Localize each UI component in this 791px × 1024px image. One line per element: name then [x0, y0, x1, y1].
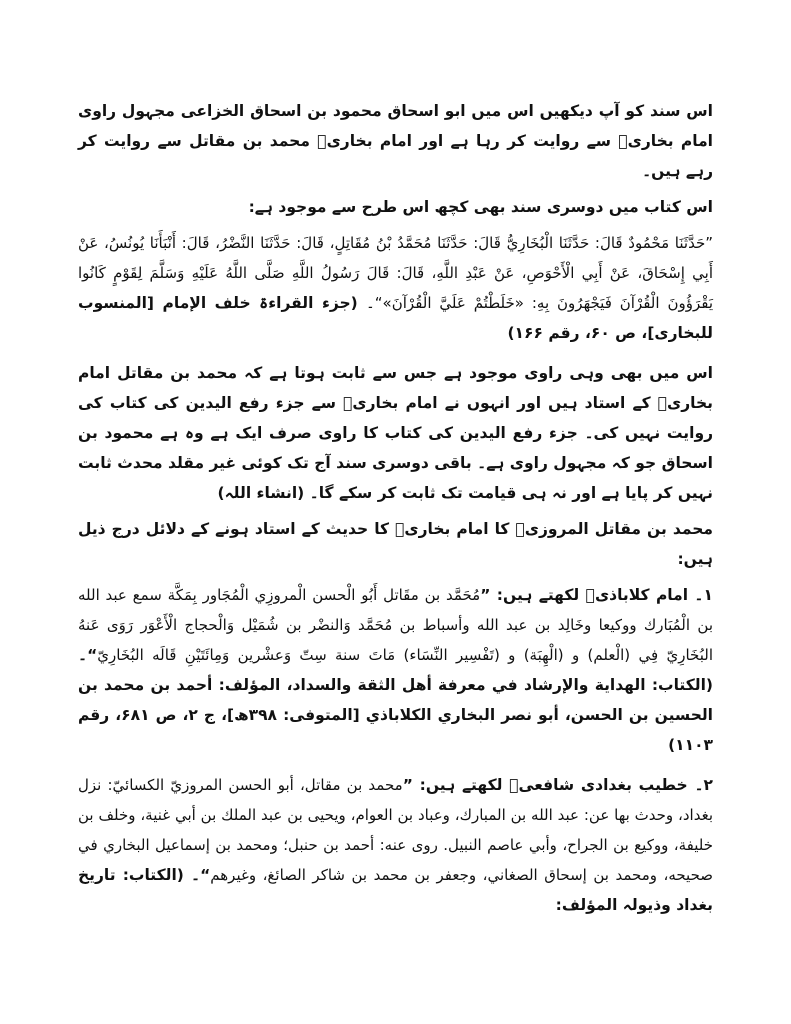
- evidence-item-1-quote: مُحَمَّد بن مقَاتل أَبُو الْحسن الْمروزِي الْمُجَاور بِمَكَّة سمع عبد الله بن الْمُبَارك ووكيعا وخَالِد بن عبد الله وأسباط بن مُحَمَّد وَالنضْر بن شُمَيْل وَالْحجاج الْأَعْوَر رَوَى عَنهُ البُخَارِيّ فِي (الْعلم) و (الْهِبَة) و (تَفْسِير النِّسَاء) مَاتَ سنة سِتّ وَعشْرين وَمِائَتَيْنِ قَالَه البُخَارِيّ: [78, 586, 713, 664]
- evidence-item-2-quote: محمد بن مقاتل، أبو الحسن المروزيّ الكسائيّ: نزل بغداد، وحدث بها عن: عبد الله بن المبارك، وعباد بن العوام، ويحيى بن عبد الملك بن أبي غنية، وخلف بن خليفة، ووكيع بن الجراح، وأبي عاصم النبيل. روى عنه: أحمد بن حنبل؛ ومحمد بن إسماعيل البخاري في صحيحه، ومحمد بن إسحاق الصغاني، وجعفر بن محمد بن شاكر الصائغ، وغيرهم: [78, 776, 713, 884]
- hadith-reference: (جزء القراءۃ خلف الإمام [المنسوب للبخاری]، ص ۶۰، رقم ۱۶۶): [78, 294, 713, 342]
- paragraph-second-chain: اس کتاب میں دوسری سند بھی کچھ اس طرح سے موجود ہے:: [248, 198, 713, 216]
- paragraph-evidence-heading: محمد بن مقاتل المروزیؒ کا امام بخاریؒ کا حدیث کے استاد ہونے کے دلائل درج ذیل ہیں:: [78, 520, 713, 568]
- hadith-text: ”حَدَّثَنَا مَحْمُودٌ قَالَ: حَدَّثَنَا الْبُخَارِيُّ قَالَ: حَدَّثَنَا مُحَمَّدُ بْنُ مُقَاتِلٍ، قَالَ: حَدَّثَنَا النَّضْرُ، قَالَ: أَنْبَأَنَا يُونُسُ، عَنْ أَبِي إِسْحَاقَ، عَنْ أَبِي الْأَحْوَصِ، عَنْ عَبْدِ اللَّهِ، قَالَ: قَالَ رَسُولُ اللَّهِ صَلَّى اللَّهُ عَلَيْهِ وَسَلَّمَ لِقَوْمٍ كَانُوا يَقْرَؤُونَ الْقُرْآنَ فَيَجْهَرُونَ بِهِ: «خَلَطْتُمْ عَلَيَّ الْقُرْآنَ»“۔: [78, 234, 713, 312]
- evidence-item-1-reference: “۔ (الکتاب: الهداية والإرشاد في معرفة أهل الثقة والسداد، المؤلف: أحمد بن محمد بن الحسين بن الحسن، أبو نصر البخاري الكلاباذي [المتوفى: ۳۹۸ھ]، ج ۲، ص ۶۸۱، رقم ۱۱۰۳): [78, 646, 713, 754]
- evidence-item-2-intro: ۲۔ خطیب بغدادی شافعیؒ لکھتے ہیں: ”: [402, 776, 714, 794]
- evidence-item-1: [78, 580, 713, 760]
- paragraph-hadith: [78, 228, 713, 348]
- evidence-item-1-intro: ۱۔ امام کلاباذیؒ لکھتے ہیں: ”: [480, 586, 713, 604]
- paragraph-argument: اس میں بھی وہی راوی موجود ہے جس سے ثابت ہوتا ہے کہ محمد بن مقاتل امام بخاریؒ کے استاد ہیں اور انہوں نے امام بخاریؒ سے جزء رفع الیدین کی کتاب کی روایت نہیں کی۔ جزء رفع الیدین کی کتاب کا راوی صرف ایک ہے وہ ہے محمود بن اسحاق جو کہ مجہول راوی ہے۔ باقی دوسری سند آج تک کوئی غیر مقلد محدث ثابت نہیں کر پایا ہے اور نہ ہی قیامت تک ثابت کر سکے گا۔ (انشاء اللہ): [78, 364, 713, 502]
- paragraph-intro: اس سند کو آپ دیکھیں اس میں ابو اسحاق محمود بن اسحاق الخزاعی مجہول راوی امام بخاریؒ سے روایت کر رہا ہے اور امام بخاریؒ محمد بن مقاتل سے روایت کر رہے ہیں۔: [78, 102, 713, 180]
- evidence-item-2: [78, 770, 713, 920]
- document-body: [78, 96, 713, 920]
- evidence-item-2-reference: “۔ (الکتاب: تاریخ بغداد وذیولہ المؤلف:: [78, 866, 713, 914]
